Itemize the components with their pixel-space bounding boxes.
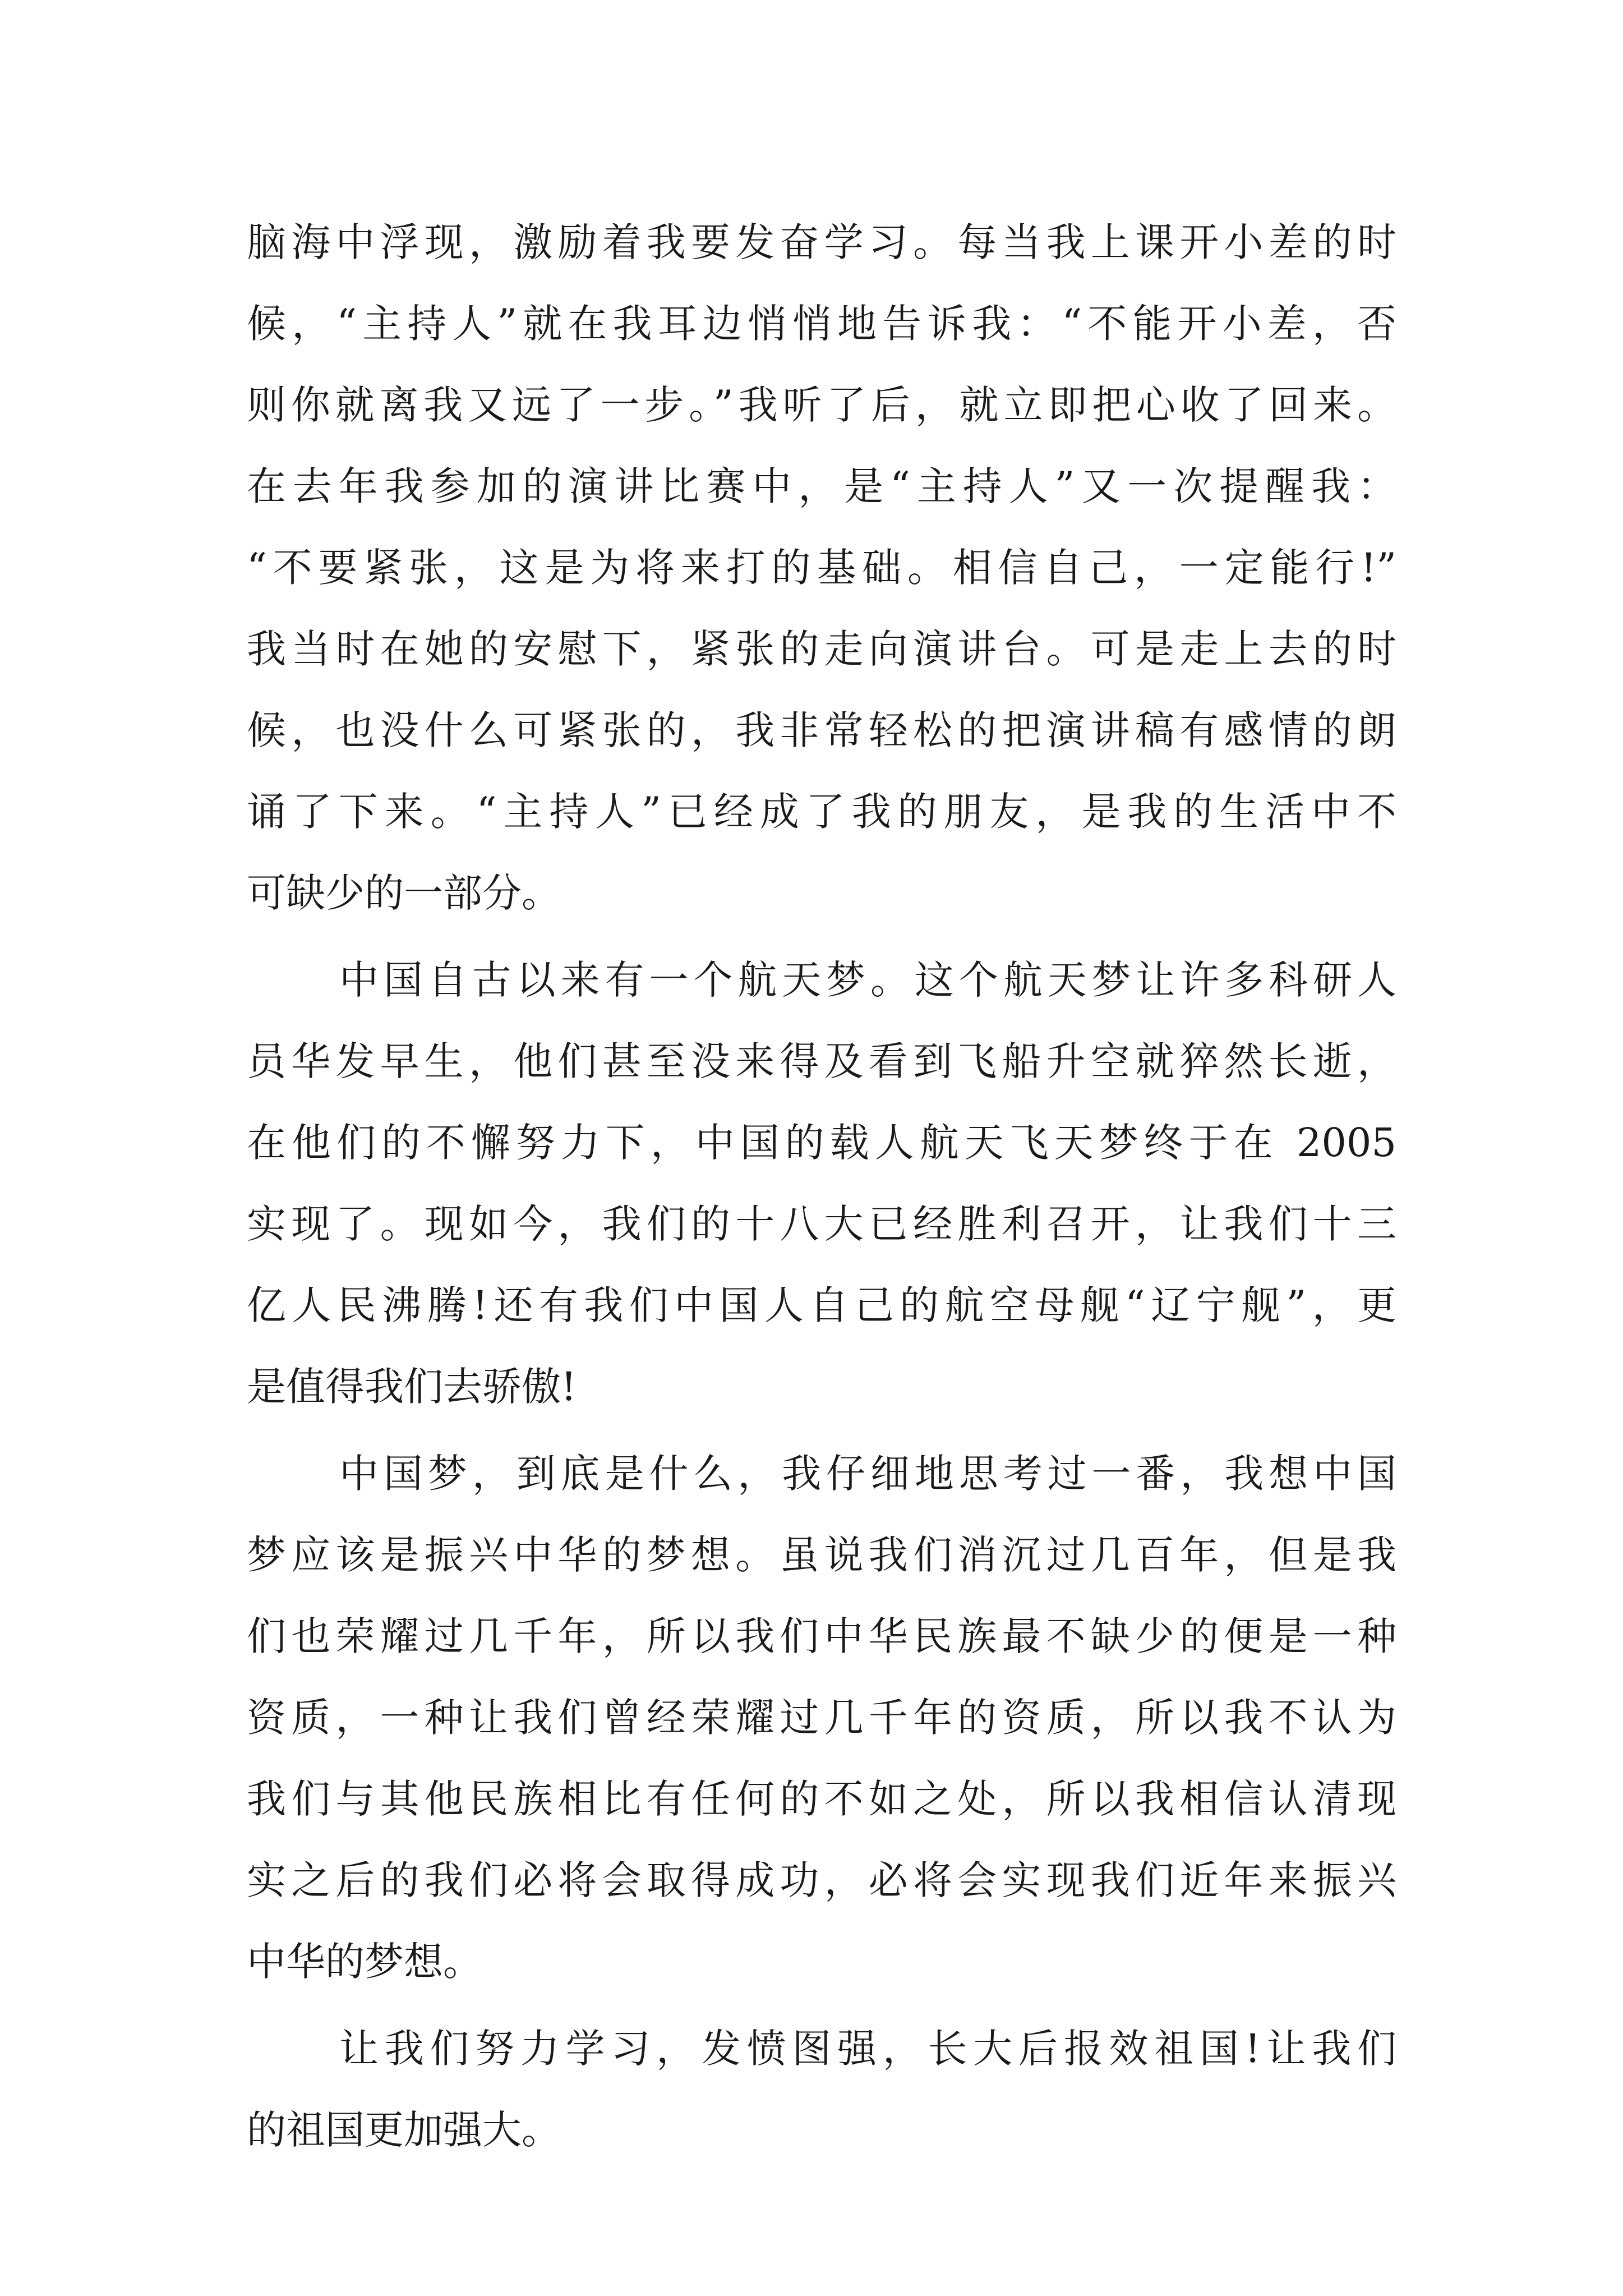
- text-line: 梦应该是振兴中华的梦想。虽说我们消沉过几百年，但是我: [247, 1532, 1396, 1578]
- text-line: 则你就离我又远了一步。”我听了后，就立即把心收了回来。: [247, 382, 1396, 428]
- text-line: 让我们努力学习，发愤图强，长大后报效祖国!让我们: [339, 2026, 1396, 2072]
- text-line: 我们与其他民族相比有任何的不如之处，所以我相信认清现: [247, 1776, 1396, 1822]
- text-line: 实现了。现如今，我们的十八大已经胜利召开，让我们十三: [247, 1201, 1396, 1247]
- paragraph: [247, 1433, 1396, 2003]
- text-line: 亿人民沸腾!还有我们中国人自己的航空母舰“辽宁舰”，更: [247, 1282, 1396, 1328]
- text-line: 候，也没什么可紧张的，我非常轻松的把演讲稿有感情的朗: [247, 707, 1396, 753]
- text-line: “不要紧张，这是为将来打的基础。相信自己，一定能行!”: [247, 545, 1396, 591]
- paragraph: [247, 2008, 1396, 2171]
- text-line: 中国梦，到底是什么，我仔细地思考过一番，我想中国: [339, 1451, 1396, 1497]
- paragraph-spacer: [247, 1428, 1396, 1433]
- text-line: 资质，一种让我们曾经荣耀过几千年的资质，所以我不认为: [247, 1695, 1396, 1741]
- text-line: 中国自古以来有一个航天梦。这个航天梦让许多科研人: [339, 957, 1396, 1003]
- paragraph: [247, 202, 1396, 934]
- text-line: 候，“主持人”就在我耳边悄悄地告诉我：“不能开小差，否: [247, 301, 1396, 347]
- text-line: 实之后的我们必将会取得成功，必将会实现我们近年来振兴: [247, 1857, 1396, 1903]
- document-body: [247, 202, 1396, 2171]
- paragraph-spacer: [247, 2003, 1396, 2008]
- text-line: 脑海中浮现，激励着我要发奋学习。每当我上课开小差的时: [247, 219, 1396, 265]
- text-line: 员华发早生，他们甚至没来得及看到飞船升空就猝然长逝，: [247, 1038, 1396, 1084]
- text-line: 的祖国更加强大。: [247, 2107, 561, 2153]
- text-line: 们也荣耀过几千年，所以我们中华民族最不缺少的便是一种: [247, 1613, 1396, 1659]
- text-line: 诵了下来。“主持人”已经成了我的朋友，是我的生活中不: [247, 789, 1396, 835]
- text-line: 是值得我们去骄傲!: [247, 1364, 577, 1410]
- text-line: 在去年我参加的演讲比赛中，是“主持人”又一次提醒我：: [247, 463, 1396, 509]
- text-line: 中华的梦想。: [247, 1939, 482, 1985]
- paragraph-spacer: [247, 934, 1396, 940]
- text-line: 我当时在她的安慰下，紧张的走向演讲台。可是走上去的时: [247, 626, 1396, 672]
- text-line: 可缺少的一部分。: [247, 870, 561, 916]
- paragraph: [247, 940, 1396, 1428]
- text-line: 在他们的不懈努力下，中国的载人航天飞天梦终于在 2005: [247, 1120, 1396, 1166]
